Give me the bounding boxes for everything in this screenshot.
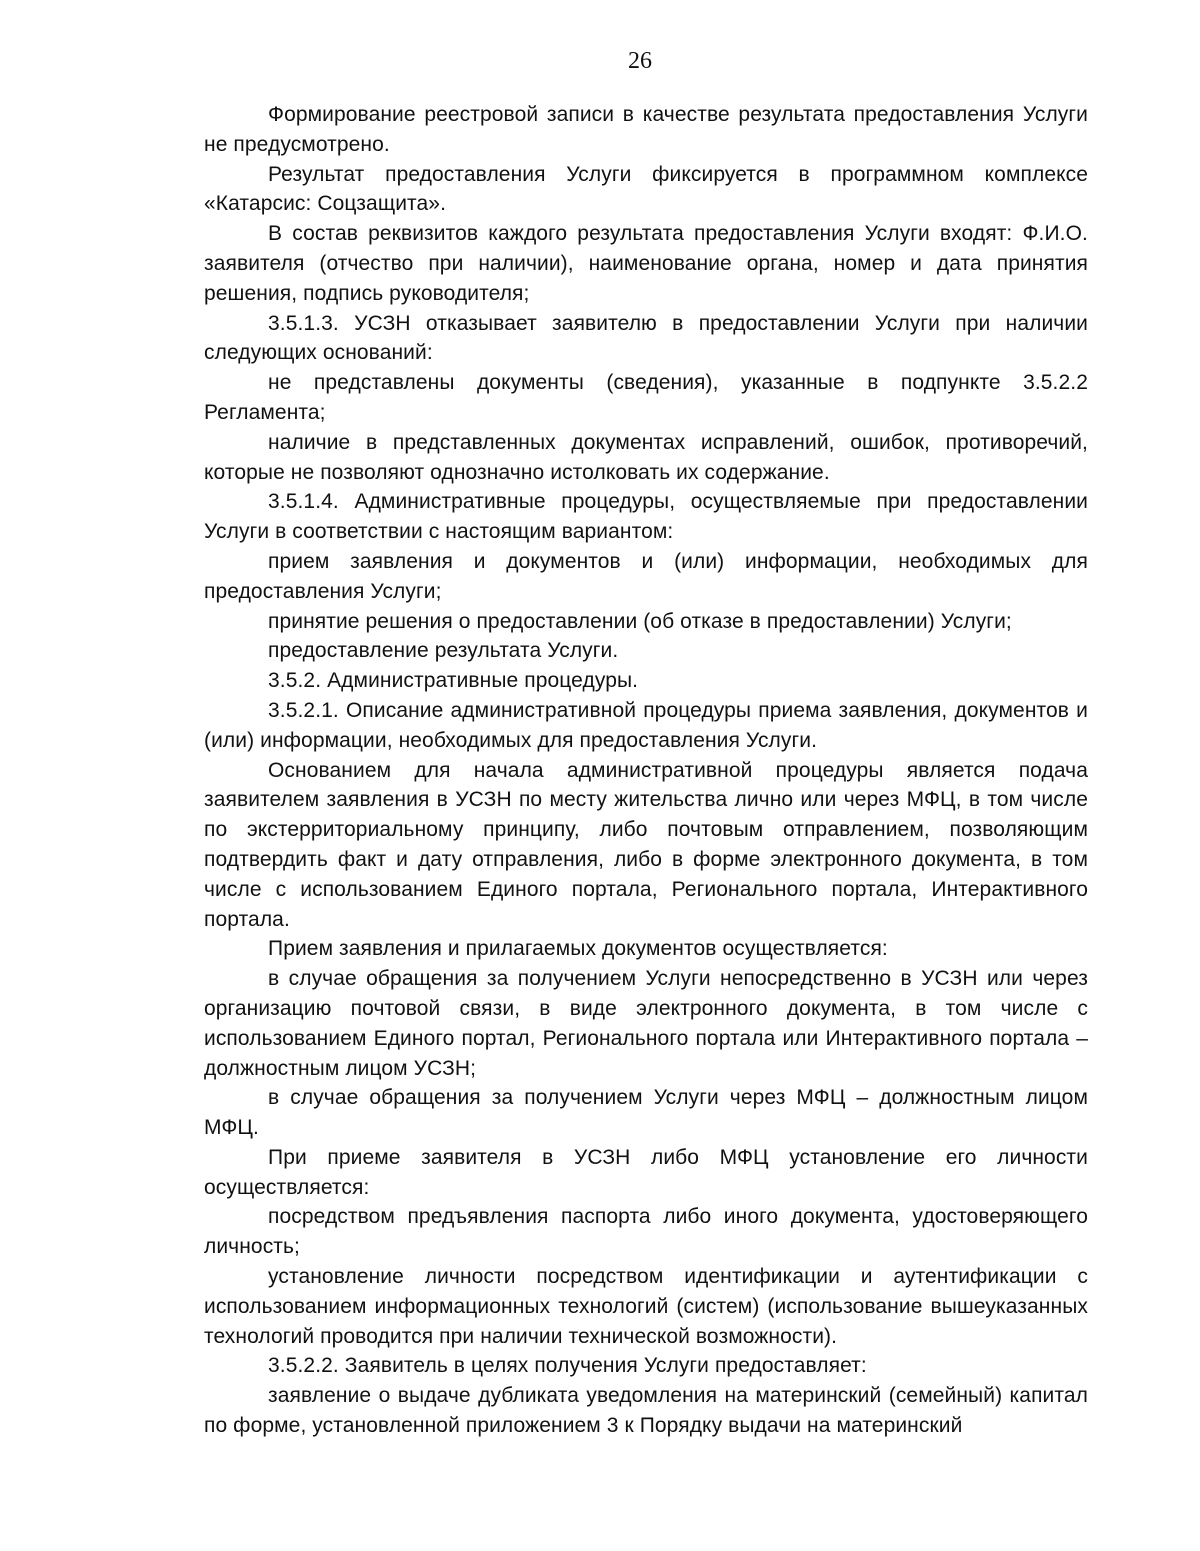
- paragraph-procedure-3: предоставление результата Услуги.: [268, 639, 619, 663]
- paragraph-3-5-1-3-refusal: 3.5.1.3. УСЗН отказывает заявителю в предоставлении Услуги при наличии следующих оснований:: [204, 311, 1088, 365]
- paragraph-refusal-ground-1: не представлены документы (сведения), указанные в подпункте 3.5.2.2 Регламента;: [204, 371, 1088, 424]
- paragraph-3-5-2-2-provides: 3.5.2.2. Заявитель в целях получения Услуги предоставляет:: [268, 1354, 867, 1378]
- page-number: 26: [628, 48, 652, 74]
- paragraph-registry-record: Формирование реестровой записи в качестве результата предоставления Услуги не предусмотрено.: [204, 103, 1088, 156]
- paragraph-acceptance-intro: Прием заявления и прилагаемых документов осуществляется:: [268, 937, 888, 961]
- paragraph-procedure-1: прием заявления и документов и (или) информации, необходимых для предоставления Услуги;: [204, 549, 1088, 603]
- paragraph-basis-for-start: Основанием для начала административной процедуры является подача заявителем заявления в УСЗН по месту жительства лично или через МФЦ, в том числе по экстерриториальному принципу, либо почтовым отправлением, позволяющим подтвердить факт и дату отправления, либо в форме электронного документа, в том числе с использованием Единого портала, Регионального портала, Интерактивного портала.: [204, 758, 1088, 931]
- paragraph-identity-intro: При приеме заявителя в УСЗН либо МФЦ установление его личности осуществляется:: [204, 1145, 1088, 1199]
- paragraph-result-requisites: В состав реквизитов каждого результата предоставления Услуги входят: Ф.И.О. заявителя (отчество при наличии), наименование органа, номер и дата принятия решения, подпись руководителя;: [204, 222, 1088, 305]
- paragraph-identity-it: установление личности посредством идентификации и аутентификации с использованием информационных технологий (систем) (использование вышеуказанных технологий проводится при наличии технической возможности).: [204, 1265, 1088, 1348]
- paragraph-identity-passport: посредством предъявления паспорта либо иного документа, удостоверяющего личность;: [204, 1205, 1088, 1259]
- paragraph-acceptance-uszn: в случае обращения за получением Услуги непосредственно в УСЗН или через организацию почтовой связи, в виде электронного документа, в том числе с использованием Единого портал, Регионального портала или Интерактивного портала – должностным лицом УСЗН;: [204, 967, 1088, 1080]
- paragraph-refusal-ground-2: наличие в представленных документах исправлений, ошибок, противоречий, которые не позволяют однозначно истолковать их содержание.: [204, 430, 1088, 484]
- paragraph-acceptance-mfc: в случае обращения за получением Услуги через МФЦ – должностным лицом МФЦ.: [204, 1086, 1088, 1140]
- paragraph-3-5-1-4-procedures: 3.5.1.4. Административные процедуры, осуществляемые при предоставлении Услуги в соответствии с настоящим вариантом:: [204, 490, 1088, 544]
- paragraph-application-duplicate: заявление о выдаче дубликата уведомления на материнский (семейный) капитал по форме, установленной приложением 3 к Порядку выдачи на материнский: [204, 1384, 1088, 1438]
- paragraph-procedure-2: принятие решения о предоставлении (об отказе в предоставлении) Услуги;: [268, 609, 1012, 633]
- document-body: [204, 100, 1088, 1441]
- paragraph-3-5-2-1-description: 3.5.2.1. Описание административной процедуры приема заявления, документов и (или) информации, необходимых для предоставления Услуги.: [204, 698, 1088, 752]
- paragraph-result-recorded: Результат предоставления Услуги фиксируется в программном комплексе «Катарсис: Соцзащита».: [204, 162, 1088, 216]
- paragraph-3-5-2-heading: 3.5.2. Административные процедуры.: [268, 669, 639, 693]
